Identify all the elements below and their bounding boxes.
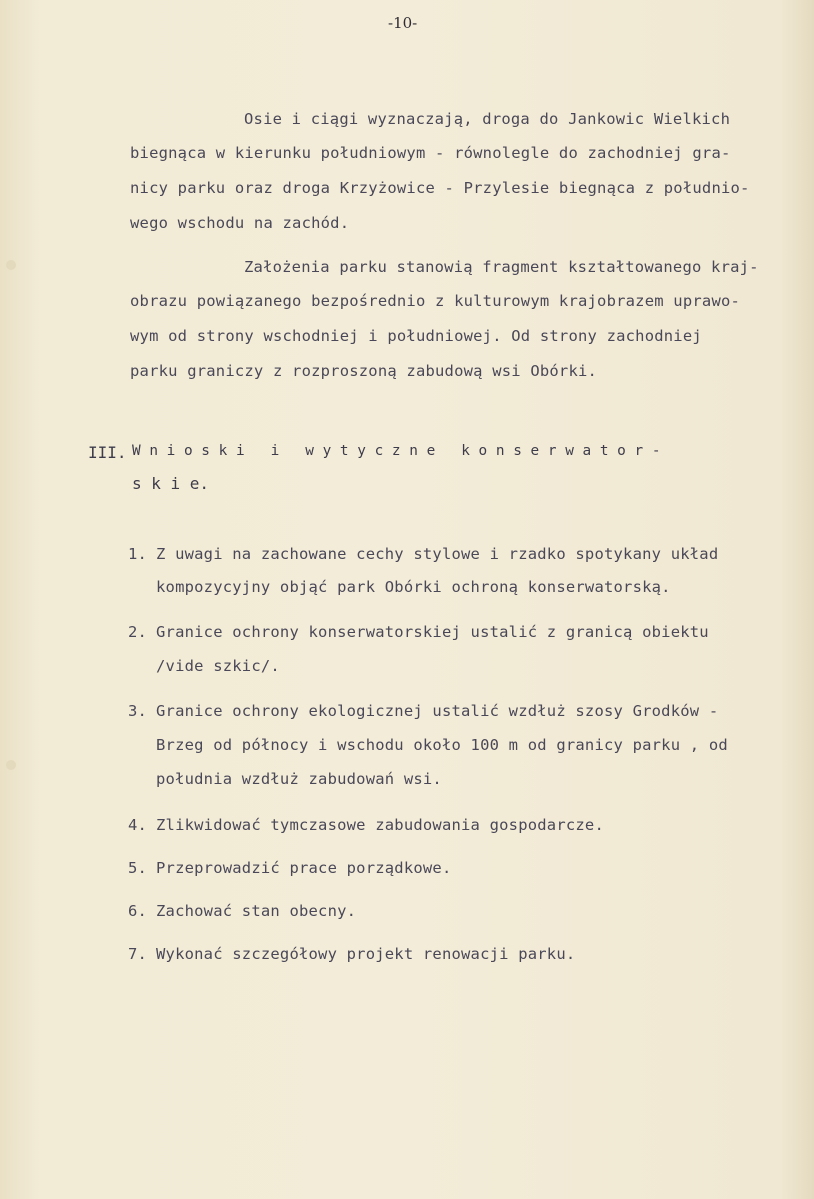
- item-number: 3.: [128, 702, 148, 720]
- text-line: wym od strony wschodniej i południowej. Od strony zachodniej: [130, 327, 702, 345]
- item-text: Z uwagi na zachowane cechy stylowe i rzadko spotykany układ: [156, 545, 719, 563]
- item-text: Brzeg od północy i wschodu około 100 m od granicy parku , od: [156, 736, 728, 754]
- item-number: 5.: [128, 859, 148, 877]
- item-text: /vide szkic/.: [156, 657, 280, 675]
- item-text: Zlikwidować tymczasowe zabudowania gospodarcze.: [156, 816, 604, 834]
- section-number: III.: [88, 443, 127, 462]
- item-text: południa wzdłuż zabudowań wsi.: [156, 770, 442, 788]
- text-line: parku graniczy z rozproszoną zabudową wsi Obórki.: [130, 362, 598, 380]
- text-line: Założenia parku stanowią fragment kształtowanego kraj-: [244, 258, 759, 276]
- text-line: obrazu powiązanego bezpośrednio z kulturowym krajobrazem uprawo-: [130, 292, 741, 310]
- section-title: W n i o s k i i w y t y c z n e k o n s e r w a t o r -: [132, 443, 661, 459]
- section-title-continued: s k i e.: [132, 474, 210, 493]
- text-line: nicy parku oraz droga Krzyżowice - Przylesie biegnąca z południo-: [130, 179, 750, 197]
- item-text: Zachować stan obecny.: [156, 902, 357, 920]
- item-number: 1.: [128, 545, 148, 563]
- item-number: 2.: [128, 623, 148, 641]
- text-line: wego wschodu na zachód.: [130, 214, 350, 232]
- text-line: biegnąca w kierunku południowym - równolegle do zachodniej gra-: [130, 144, 731, 162]
- item-text: Przeprowadzić prace porządkowe.: [156, 859, 452, 877]
- punch-hole: [6, 260, 16, 270]
- page-number: -10-: [388, 14, 418, 32]
- text-line: Osie i ciągi wyznaczają, droga do Jankowic Wielkich: [244, 110, 731, 128]
- item-number: 7.: [128, 945, 148, 963]
- punch-hole: [6, 760, 16, 770]
- item-text: kompozycyjny objąć park Obórki ochroną konserwatorską.: [156, 578, 671, 596]
- item-number: 6.: [128, 902, 148, 920]
- item-text: Granice ochrony konserwatorskiej ustalić z granicą obiektu: [156, 623, 709, 641]
- item-text: Granice ochrony ekologicznej ustalić wzdłuż szosy Grodków -: [156, 702, 719, 720]
- item-number: 4.: [128, 816, 148, 834]
- item-text: Wykonać szczegółowy projekt renowacji parku.: [156, 945, 576, 963]
